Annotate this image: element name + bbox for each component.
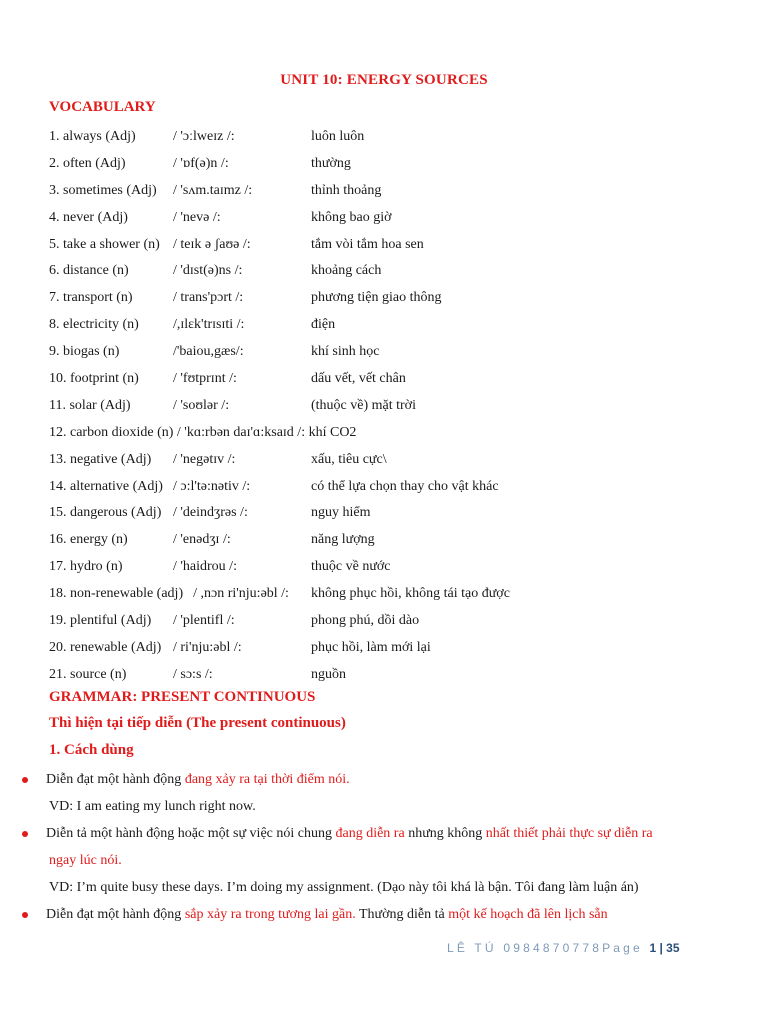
vocab-ipa: /,ɪlɛk'trɪsɪti /: [173,317,245,333]
footer-separator: | [656,941,667,955]
vocab-ipa: / trans'pɔrt /: [173,290,244,306]
vocab-item [49,366,749,393]
bullet-dot [22,912,28,918]
bullet-highlight: sắp xảy ra trong tương lai gần. [184,907,356,922]
vocab-ipa: / 'plentifl /: [173,613,235,629]
bullet-highlight: đang xảy ra tại thời điểm nói. [184,772,350,787]
vocab-item [49,635,749,662]
vocab-ipa: / 'enədʒɪ /: [173,532,231,548]
vocab-item [49,500,749,527]
vocab-item [49,474,749,501]
bullet-text: Diễn đạt một hành động [46,907,185,922]
vocab-item [49,258,749,285]
vocab-word: 9. biogas (n) [49,344,120,360]
bullet-text: Diễn tả một hành động hoặc một sự việc nói chung [46,826,336,841]
vocab-item [49,608,749,635]
vocab-word: 15. dangerous (Adj) [49,505,162,521]
vocab-ipa: / sɔ:s /: [173,666,213,682]
vocab-ipa: / 'deindʒrəs /: [173,505,248,521]
vocab-ipa: / 'sʌm.taɪmz /: [173,182,253,198]
vocab-word: 12. carbon dioxide (n) [49,424,174,440]
vocab-item [49,339,749,366]
vocab-item [49,205,749,232]
usage-heading: 1. Cách dùng [49,742,134,758]
vocab-word: 21. source (n) [49,666,127,682]
vocab-meaning: có thể lựa chọn thay cho vật khác [311,478,499,494]
vocab-meaning: (thuộc về) mặt trời [311,397,416,413]
vocab-ipa: / 'fʊtprɪnt /: [173,371,237,387]
vocab-ipa: / teɪk ə ʃaʊə /: [173,236,251,252]
vocab-meaning: năng lượng [311,532,375,548]
vocab-meaning: phong phú, dồi dào [311,613,420,629]
vocab-item [49,232,749,259]
vocab-word: 18. non-renewable (adj) [49,586,184,602]
vocab-meaning: khí sinh học [311,344,380,360]
vocab-word: 19. plentiful (Adj) [49,613,152,629]
vocab-word: 10. footprint (n) [49,371,139,387]
vocab-ipa: / 'kɑ:rbən daɪ'ɑ:ksaɪd /: [176,424,306,440]
vocab-meaning: nguồn [311,666,346,682]
vocab-meaning: không phục hồi, không tái tạo được [311,586,510,602]
grammar-heading: GRAMMAR: PRESENT CONTINUOUS [49,689,316,705]
vocab-item [49,124,749,151]
vocab-meaning: khí CO2 [308,424,357,440]
vocab-item [49,447,749,474]
vocab-ipa: / 'ɒf(ə)n /: [173,155,229,171]
vocab-meaning: nguy hiểm [311,505,371,521]
bullet-text: Thường diễn tả [355,907,449,922]
grammar-subtitle: Thì hiện tại tiếp diễn (The present continuous) [49,715,346,731]
vocab-meaning: điện [311,317,336,333]
vocab-item [49,285,749,312]
vocab-word: 4. never (Adj) [49,209,128,225]
bullet-highlight: đang diễn ra [335,826,405,841]
vocab-meaning: dấu vết, vết chân [311,371,406,387]
bullet-text: Diễn đạt một hành động [46,772,185,787]
vocab-word: 3. sometimes (Adj) [49,182,157,198]
vocab-ipa: / 'haidrou /: [173,559,237,575]
usage-bullet-2 [46,821,653,847]
vocab-ipa: / 'soʊlər /: [173,397,230,413]
vocab-word: 7. transport (n) [49,290,133,306]
vocab-word: 2. often (Adj) [49,155,126,171]
vocab-word: 8. electricity (n) [49,317,139,333]
example-1: VD: I am eating my lunch right now. [49,799,256,814]
vocab-word: 5. take a shower (n) [49,236,160,252]
vocab-meaning: tắm vòi tắm hoa sen [311,236,424,252]
page-title: UNIT 10: ENERGY SOURCES [280,72,488,88]
bullet-dot [22,831,28,837]
vocab-item [49,393,749,420]
vocab-word: 16. energy (n) [49,532,128,548]
vocab-item [49,527,749,554]
vocab-meaning: thuộc về nước [311,559,391,575]
vocab-ipa: / ɔ:l'tə:nətiv /: [173,478,251,494]
vocab-meaning: phương tiện giao thông [311,290,442,306]
vocab-word: 14. alternative (Adj) [49,478,163,494]
vocab-item [49,151,749,178]
vocab-ipa: / ri'nju:əbl /: [173,639,242,655]
vocab-word: 11. solar (Adj) [49,397,131,413]
bullet-text: nhưng không [404,826,486,841]
footer-page-label: Page [602,941,650,955]
vocab-word: 20. renewable (Adj) [49,639,162,655]
vocab-item [49,178,749,205]
vocab-word: 13. negative (Adj) [49,451,152,467]
vocab-word: 17. hydro (n) [49,559,123,575]
vocab-word: 6. distance (n) [49,263,129,279]
example-2: VD: I’m quite busy these days. I’m doing my assignment. (Dạo này tôi khá là bận. Tôi đang làm luận án) [49,880,639,895]
vocab-meaning: thỉnh thoảng [311,182,382,198]
bullet-highlight: một kế hoạch đã lên lịch sẵn [448,907,608,922]
vocab-ipa: / 'ɔːlweɪz /: [173,129,235,144]
vocab-meaning: khoảng cách [311,263,382,279]
vocab-ipa: / 'nevə /: [173,209,221,225]
vocab-word: 1. always (Adj) [49,129,136,144]
vocab-ipa: / ,nɔn ri'nju:əbl /: [193,586,289,602]
page-footer [447,941,680,955]
bullet-dot [22,777,28,783]
bullet-highlight: nhất thiết phải thực sự diễn ra [485,826,653,841]
vocab-meaning: xấu, tiêu cực\ [311,451,387,467]
vocab-meaning: thường [311,155,351,171]
footer-page-total: 35 [666,941,680,955]
vocab-item [49,554,749,581]
vocab-item [49,581,749,608]
vocab-meaning: không bao giờ [311,209,392,225]
footer-author: LÊ TÚ 0984870778 [447,941,603,955]
vocab-item [49,420,749,447]
usage-bullet-1 [46,767,350,793]
usage-bullet-3 [46,902,608,928]
vocab-item [49,312,749,339]
vocab-item [49,662,749,689]
vocab-ipa: / 'dɪst(ə)ns /: [173,263,243,279]
footer-page-number: 1 [649,941,657,955]
vocab-meaning: luôn luôn [311,129,365,144]
vocab-ipa: / 'negətɪv /: [173,451,236,467]
vocab-meaning: phục hồi, làm mới lại [311,639,431,655]
usage-bullet-2-continued: ngay lúc nói. [49,853,122,868]
vocabulary-list [49,124,749,689]
vocab-ipa: /'baiou,gæs/: [173,344,244,360]
vocabulary-heading: VOCABULARY [49,99,156,115]
